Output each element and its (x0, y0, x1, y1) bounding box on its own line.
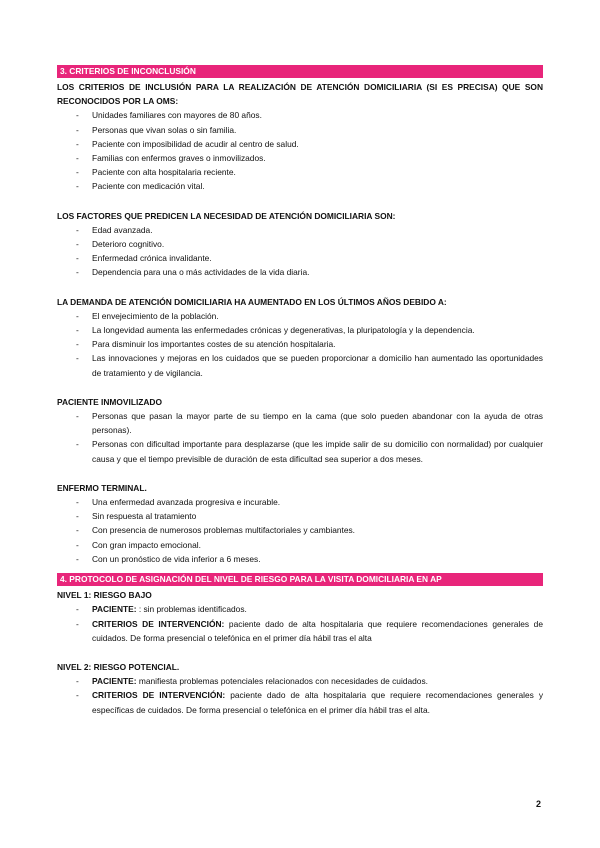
section-4-header: 4. PROTOCOLO DE ASIGNACIÓN DEL NIVEL DE RIESGO PARA LA VISITA DOMICILIARIA EN AP (57, 573, 543, 586)
list-item: - Paciente con imposibilidad de acudir al centro de salud. (57, 137, 543, 151)
item-label: PACIENTE: (92, 604, 137, 615)
list-item: - Familias con enfermos graves o inmovilizados. (57, 151, 543, 165)
nivel-2-heading: NIVEL 2: RIESGO POTENCIAL. (57, 661, 180, 672)
list-item: - Paciente con medicación vital. (57, 179, 543, 193)
list-item: - Las innovaciones y mejoras en los cuidados que se pueden proporcionar a domicilio han aumentado las oportunidades de tratamiento y de vigilancia. (57, 351, 543, 379)
item-text: manifiesta problemas potenciales relacionados con necesidades de cuidados. (136, 676, 428, 687)
list-item (57, 602, 543, 616)
list-item: - Personas con dificultad importante para desplazarse (que les impide salir de su domicilio con normalidad) por cualquier causa y que el tiempo previsible de duración de esta dificultad sea superior a dos meses. (57, 437, 543, 465)
list-item (57, 688, 543, 716)
list-item: - Deterioro cognitivo. (57, 237, 543, 251)
list-item: - Paciente con alta hospitalaria reciente. (57, 165, 543, 179)
list-item: - Una enfermedad avanzada progresiva e incurable. (57, 495, 543, 509)
demand-list (57, 309, 543, 380)
item-text: paciente dado de alta hospitalaria que requiere recomendaciones generales y específicas de cuidados. De forma presencial o telefónica en el primer día hábil tras el alta. (92, 690, 544, 715)
section-3-header: 3. CRITERIOS DE INCONCLUSIÓN (57, 65, 543, 78)
list-item: - Sin respuesta al tratamiento (57, 509, 543, 523)
factors-heading: LOS FACTORES QUE PREDICEN LA NECESIDAD DE ATENCIÓN DOMICILIARIA SON: (57, 210, 396, 221)
page-number: 2 (536, 799, 542, 809)
document-page (57, 65, 543, 717)
list-item: - Personas que pasan la mayor parte de su tiempo en la cama (que solo pueden abandonar con la ayuda de otras personas). (57, 409, 543, 437)
inclusion-criteria-heading: LOS CRITERIOS DE INCLUSIÓN PARA LA REALIZACIÓN DE ATENCIÓN DOMICILIARIA (SI ES PRECISA) QUE SON RECONOCIDOS POR LA OMS: (57, 82, 543, 107)
list-item: - Edad avanzada. (57, 223, 543, 237)
list-item (57, 674, 543, 688)
nivel-2-list (57, 674, 543, 717)
list-item: - Dependencia para una o más actividades de la vida diaria. (57, 265, 543, 279)
list-item: - El envejecimiento de la población. (57, 309, 543, 323)
item-label: CRITERIOS DE INTERVENCIÓN: (92, 690, 226, 701)
list-item: - Con gran impacto emocional. (57, 538, 543, 552)
list-item (57, 617, 543, 645)
list-item: - Con un pronóstico de vida inferior a 6 meses. (57, 552, 543, 566)
list-item: - Con presencia de numerosos problemas multifactoriales y cambiantes. (57, 523, 543, 537)
list-item: - Unidades familiares con mayores de 80 años. (57, 108, 543, 122)
item-label: PACIENTE: (92, 676, 137, 687)
inmovilizado-list (57, 409, 543, 466)
factors-list (57, 223, 543, 280)
item-text: paciente dado de alta hospitalaria que requiere recomendaciones generales de cuidados. De forma presencial o telefónica en el primer día hábil tras el alta (92, 618, 544, 643)
inclusion-criteria-list (57, 108, 543, 193)
item-label: CRITERIOS DE INTERVENCIÓN: (92, 618, 225, 629)
nivel-1-list (57, 602, 543, 645)
list-item: - Personas que vivan solas o sin familia. (57, 123, 543, 137)
inmovilizado-heading: PACIENTE INMOVILIZADO (57, 396, 162, 407)
demand-heading: LA DEMANDA DE ATENCIÓN DOMICILIARIA HA AUMENTADO EN LOS ÚLTIMOS AÑOS DEBIDO A: (57, 296, 447, 307)
nivel-1-heading: NIVEL 1: RIESGO BAJO (57, 590, 152, 601)
list-item: - Para disminuir los importantes costes de su atención hospitalaria. (57, 337, 543, 351)
item-text: : sin problemas identificados. (136, 604, 247, 615)
list-item: - Enfermedad crónica invalidante. (57, 251, 543, 265)
terminal-list (57, 495, 543, 566)
list-item: - La longevidad aumenta las enfermedades crónicas y degenerativas, la pluripatología y la dependencia. (57, 323, 543, 337)
terminal-heading: ENFERMO TERMINAL. (57, 482, 147, 493)
